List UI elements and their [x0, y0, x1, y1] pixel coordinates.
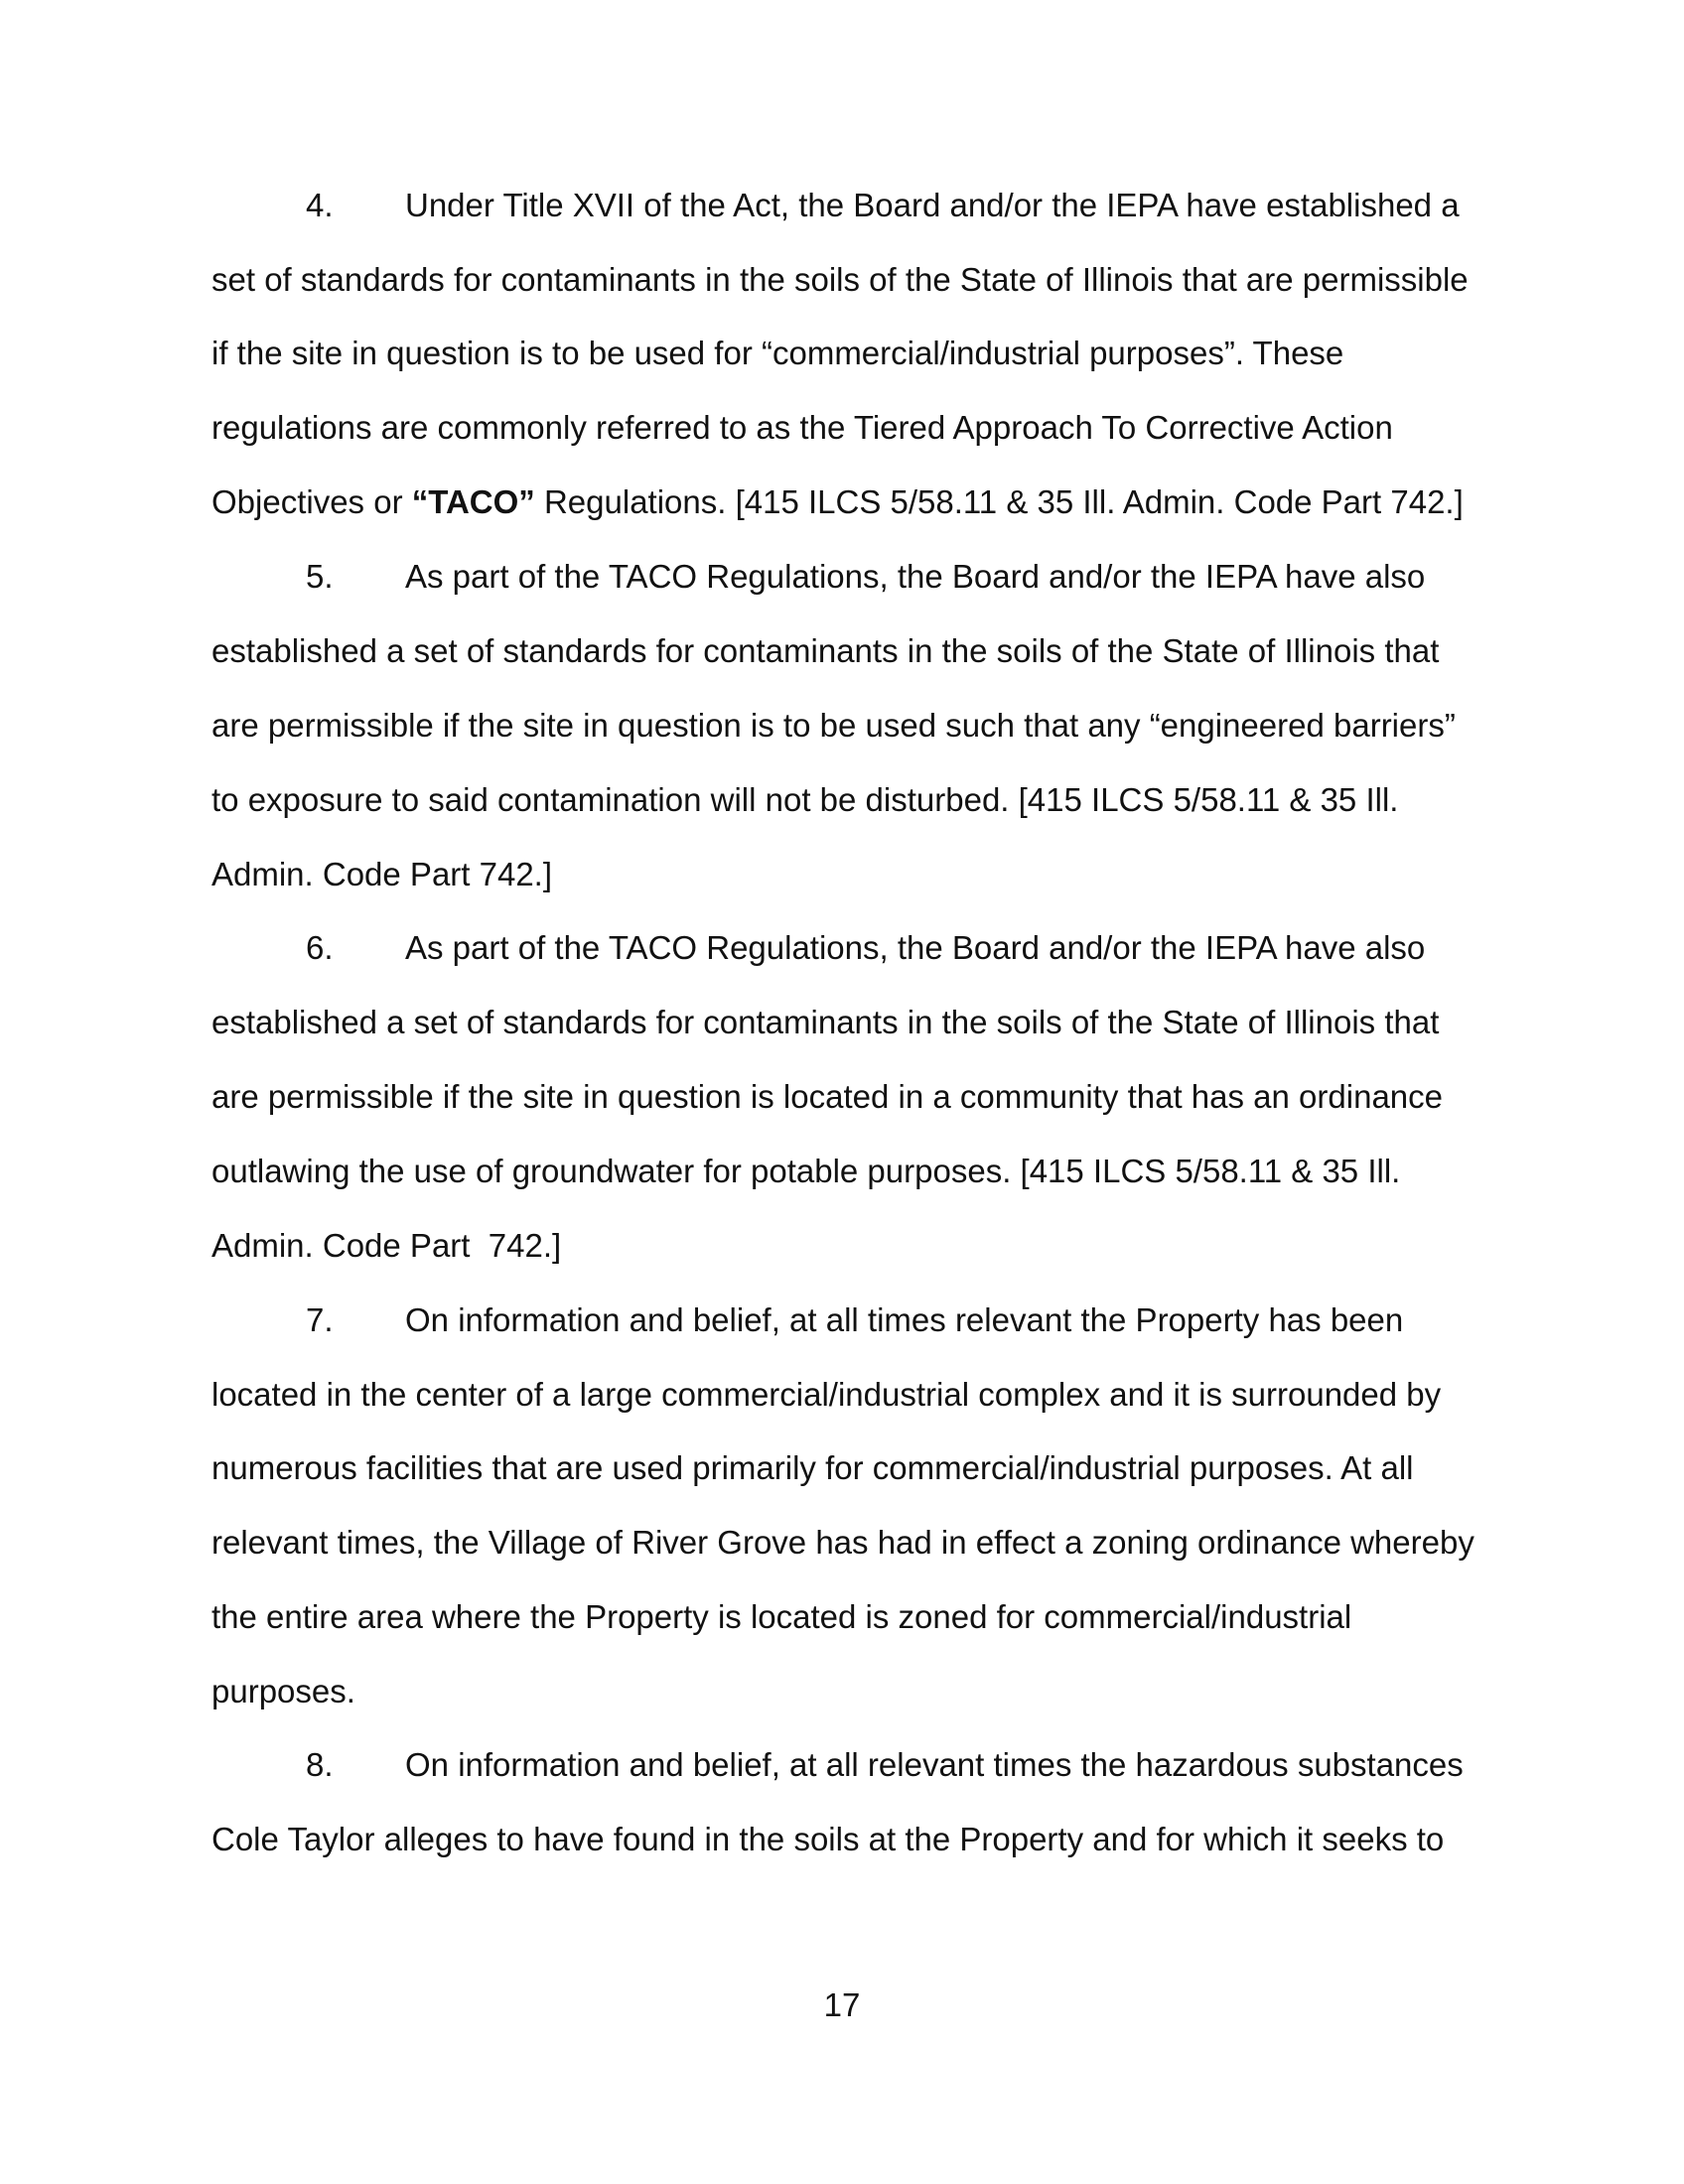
paragraph-5-line-2: established a set of standards for contaminants in the soils of the State of Illinois that — [211, 632, 1440, 669]
paragraph-7-line-6: purposes. — [211, 1673, 355, 1709]
paragraph-5-line-5: Admin. Code Part 742.] — [211, 856, 553, 892]
paragraph-5-number: 5. — [306, 558, 334, 595]
paragraph-7-line-3: numerous facilities that are used primarily for commercial/industrial purposes. At all — [211, 1449, 1414, 1486]
paragraph-8-number: 8. — [306, 1746, 334, 1783]
paragraph-6-line-2: established a set of standards for contaminants in the soils of the State of Illinois that — [211, 1004, 1440, 1040]
paragraph-4-number: 4. — [306, 187, 334, 223]
paragraph-6-line-1: As part of the TACO Regulations, the Board and/or the IEPA have also — [405, 929, 1426, 966]
paragraph-4-line-5 — [211, 482, 1492, 522]
paragraph-4-line-3: if the site in question is to be used for “commercial/industrial purposes”. These — [211, 335, 1344, 371]
paragraph-7-line-4: relevant times, the Village of River Grove has had in effect a zoning ordinance whereby — [211, 1524, 1474, 1561]
paragraph-4-line-1: Under Title XVII of the Act, the Board and/or the IEPA have established a — [405, 187, 1460, 223]
paragraph-7-number: 7. — [306, 1301, 334, 1338]
paragraph-5-line-3: are permissible if the site in question is to be used such that any “engineered barriers” — [211, 707, 1456, 744]
paragraph-7-line-1: On information and belief, at all times relevant the Property has been — [405, 1301, 1404, 1338]
paragraph-4-line-2: set of standards for contaminants in the soils of the State of Illinois that are permissible — [211, 261, 1469, 298]
paragraph-4-line-5-start: Objectives or — [211, 483, 412, 520]
paragraph-6-line-5: Admin. Code Part 742.] — [211, 1227, 562, 1264]
paragraph-6-line-4: outlawing the use of groundwater for potable purposes. [415 ILCS 5/58.11 & 35 Ill. — [211, 1153, 1401, 1189]
paragraph-8-line-1: On information and belief, at all relevant times the hazardous substances — [405, 1746, 1464, 1783]
paragraph-6-number: 6. — [306, 929, 334, 966]
paragraph-5-line-1: As part of the TACO Regulations, the Board and/or the IEPA have also — [405, 558, 1426, 595]
paragraph-6-line-3: are permissible if the site in question is located in a community that has an ordinance — [211, 1078, 1443, 1115]
page-number: 17 — [823, 1986, 861, 2023]
paragraph-4-line-4: regulations are commonly referred to as the Tiered Approach To Corrective Action — [211, 409, 1393, 446]
taco-bold-term: “TACO” — [411, 483, 535, 520]
paragraph-8-line-2: Cole Taylor alleges to have found in the soils at the Property and for which it seeks to — [211, 1821, 1445, 1857]
paragraph-7-line-2: located in the center of a large commercial/industrial complex and it is surrounded by — [211, 1376, 1442, 1413]
paragraph-5-line-4: to exposure to said contamination will not be disturbed. [415 ILCS 5/58.11 & 35 Ill. — [211, 781, 1399, 818]
paragraph-7-line-5: the entire area where the Property is located is zoned for commercial/industrial — [211, 1598, 1352, 1635]
paragraph-4-line-5-end: Regulations. [415 ILCS 5/58.11 & 35 Ill. Admin. Code Part 742.] — [534, 483, 1464, 520]
